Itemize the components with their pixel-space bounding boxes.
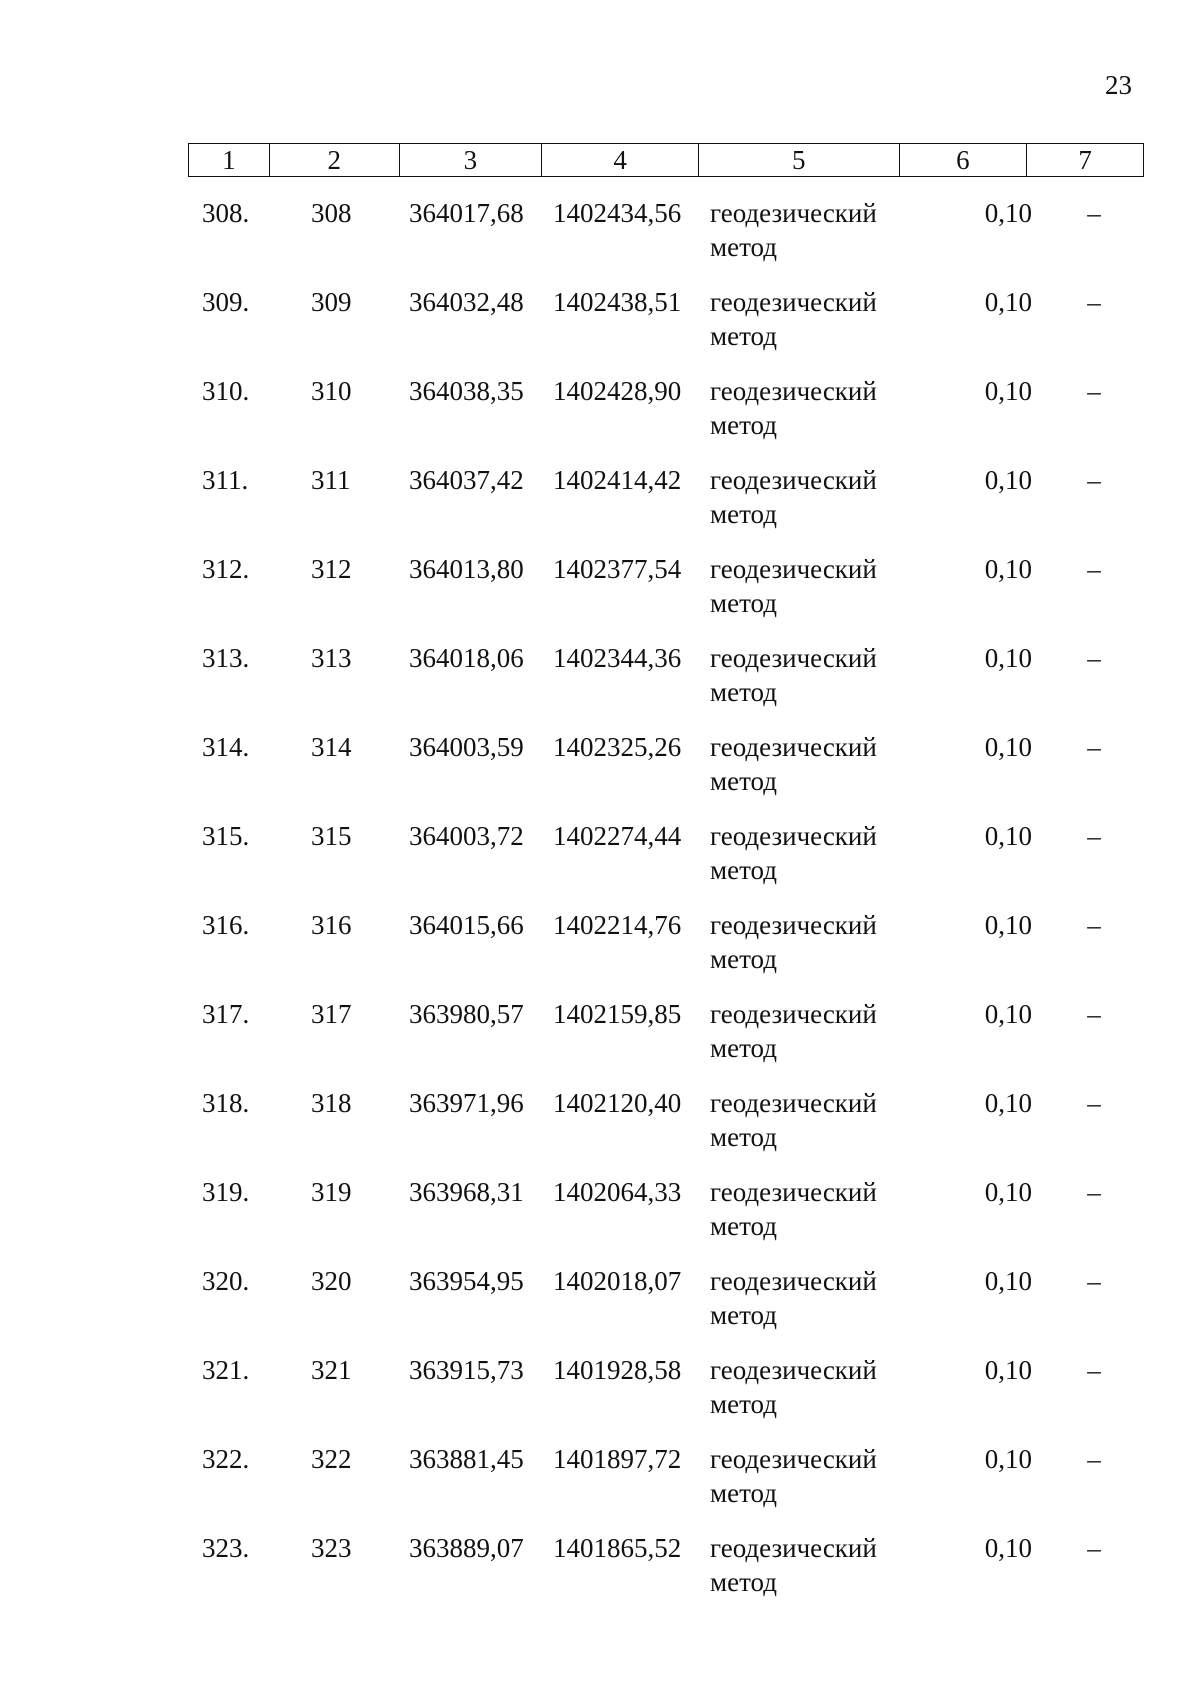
method-line-1: геодезический	[710, 465, 877, 495]
coordinate-x: 363915,73	[409, 1355, 524, 1385]
coordinate-y: 1402159,85	[553, 999, 682, 1029]
row-number: 317.	[202, 999, 250, 1029]
note: –	[1087, 1444, 1101, 1474]
table-row	[188, 374, 1144, 463]
coordinate-y: 1401865,52	[553, 1533, 682, 1563]
table-row	[188, 285, 1144, 374]
row-number: 311.	[202, 465, 249, 495]
note: –	[1087, 821, 1101, 851]
method-line-1: геодезический	[710, 999, 877, 1029]
table-row	[188, 1531, 1144, 1620]
point-number: 310	[311, 376, 352, 406]
header-cell-6: 6	[900, 144, 1028, 176]
point-number: 312	[311, 554, 352, 584]
coordinate-y: 1402064,33	[553, 1177, 682, 1207]
method	[710, 1442, 877, 1510]
page-number: 23	[1105, 70, 1132, 100]
coordinate-y: 1402377,54	[553, 554, 682, 584]
coordinate-x: 363971,96	[409, 1088, 524, 1118]
coordinate-y: 1402325,26	[553, 732, 682, 762]
method	[710, 1264, 877, 1332]
accuracy: 0,10	[984, 465, 1032, 495]
row-number: 314.	[202, 732, 250, 762]
coordinate-x: 364003,72	[409, 821, 524, 851]
point-number: 319	[311, 1177, 352, 1207]
accuracy: 0,10	[984, 198, 1032, 228]
accuracy: 0,10	[984, 376, 1032, 406]
method-line-2: метод	[710, 855, 777, 885]
table-row	[188, 1442, 1144, 1531]
accuracy: 0,10	[984, 1266, 1032, 1296]
method-line-2: метод	[710, 499, 777, 529]
coordinate-y: 1402414,42	[553, 465, 682, 495]
row-number: 316.	[202, 910, 250, 940]
method-line-2: метод	[710, 1033, 777, 1063]
accuracy: 0,10	[984, 1355, 1032, 1385]
row-number: 320.	[202, 1266, 250, 1296]
table-row	[188, 641, 1144, 730]
row-number: 319.	[202, 1177, 250, 1207]
header-cell-1: 1	[189, 144, 270, 176]
row-number: 308.	[202, 198, 250, 228]
coordinate-x: 364015,66	[409, 910, 524, 940]
point-number: 313	[311, 643, 352, 673]
table-row	[188, 1353, 1144, 1442]
table-row	[188, 908, 1144, 997]
note: –	[1087, 376, 1101, 406]
method-line-1: геодезический	[710, 821, 877, 851]
point-number: 316	[311, 910, 352, 940]
coordinate-y: 1402438,51	[553, 287, 682, 317]
accuracy: 0,10	[984, 910, 1032, 940]
method-line-1: геодезический	[710, 910, 877, 940]
coordinate-x: 364017,68	[409, 198, 524, 228]
method	[710, 1531, 877, 1599]
method	[710, 552, 877, 620]
note: –	[1087, 999, 1101, 1029]
method-line-2: метод	[710, 1300, 777, 1330]
point-number: 308	[311, 198, 352, 228]
coordinate-x: 363881,45	[409, 1444, 524, 1474]
point-number: 317	[311, 999, 352, 1029]
coordinate-y: 1402120,40	[553, 1088, 682, 1118]
method-line-1: геодезический	[710, 643, 877, 673]
note: –	[1087, 1177, 1101, 1207]
point-number: 320	[311, 1266, 352, 1296]
point-number: 315	[311, 821, 352, 851]
note: –	[1087, 1533, 1101, 1563]
row-number: 310.	[202, 376, 250, 406]
method-line-1: геодезический	[710, 1444, 877, 1474]
row-number: 322.	[202, 1444, 250, 1474]
point-number: 323	[311, 1533, 352, 1563]
row-number: 313.	[202, 643, 250, 673]
method-line-2: метод	[710, 588, 777, 618]
method	[710, 1353, 877, 1421]
note: –	[1087, 1355, 1101, 1385]
method-line-2: метод	[710, 677, 777, 707]
accuracy: 0,10	[984, 821, 1032, 851]
table-row	[188, 730, 1144, 819]
coordinate-y: 1402214,76	[553, 910, 682, 940]
method	[710, 730, 877, 798]
point-number: 322	[311, 1444, 352, 1474]
coordinate-y: 1402428,90	[553, 376, 682, 406]
coordinate-x: 363889,07	[409, 1533, 524, 1563]
coordinate-y: 1401928,58	[553, 1355, 682, 1385]
method	[710, 997, 877, 1065]
accuracy: 0,10	[984, 1177, 1032, 1207]
note: –	[1087, 732, 1101, 762]
table-row	[188, 463, 1144, 552]
row-number: 318.	[202, 1088, 250, 1118]
row-number: 309.	[202, 287, 250, 317]
coordinate-x: 364032,48	[409, 287, 524, 317]
method-line-1: геодезический	[710, 1177, 877, 1207]
coordinate-x: 364038,35	[409, 376, 524, 406]
method-line-2: метод	[710, 232, 777, 262]
note: –	[1087, 1088, 1101, 1118]
coordinate-x: 363980,57	[409, 999, 524, 1029]
table-header	[188, 143, 1144, 177]
method-line-2: метод	[710, 1389, 777, 1419]
row-number: 323.	[202, 1533, 250, 1563]
coordinate-x: 364018,06	[409, 643, 524, 673]
method-line-1: геодезический	[710, 732, 877, 762]
coordinate-x: 364013,80	[409, 554, 524, 584]
table-row	[188, 196, 1144, 285]
coordinate-y: 1402434,56	[553, 198, 682, 228]
accuracy: 0,10	[984, 1444, 1032, 1474]
coordinate-x: 363954,95	[409, 1266, 524, 1296]
method-line-1: геодезический	[710, 1533, 877, 1563]
method-line-1: геодезический	[710, 1355, 877, 1385]
header-cell-2: 2	[270, 144, 400, 176]
coordinate-x: 363968,31	[409, 1177, 524, 1207]
method-line-2: метод	[710, 1211, 777, 1241]
accuracy: 0,10	[984, 999, 1032, 1029]
accuracy: 0,10	[984, 732, 1032, 762]
method-line-2: метод	[710, 766, 777, 796]
method	[710, 1086, 877, 1154]
accuracy: 0,10	[984, 643, 1032, 673]
note: –	[1087, 287, 1101, 317]
method-line-1: геодезический	[710, 554, 877, 584]
header-cell-4: 4	[542, 144, 699, 176]
point-number: 318	[311, 1088, 352, 1118]
method-line-1: геодезический	[710, 376, 877, 406]
method	[710, 819, 877, 887]
method-line-1: геодезический	[710, 198, 877, 228]
row-number: 321.	[202, 1355, 250, 1385]
coordinate-y: 1402344,36	[553, 643, 682, 673]
point-number: 321	[311, 1355, 352, 1385]
method-line-2: метод	[710, 1567, 777, 1597]
note: –	[1087, 198, 1101, 228]
table-row	[188, 552, 1144, 641]
note: –	[1087, 910, 1101, 940]
method-line-2: метод	[710, 410, 777, 440]
header-cell-3: 3	[400, 144, 543, 176]
method-line-2: метод	[710, 944, 777, 974]
header-cell-5: 5	[699, 144, 900, 176]
note: –	[1087, 1266, 1101, 1296]
accuracy: 0,10	[984, 554, 1032, 584]
note: –	[1087, 643, 1101, 673]
accuracy: 0,10	[984, 287, 1032, 317]
method-line-1: геодезический	[710, 287, 877, 317]
point-number: 309	[311, 287, 352, 317]
method	[710, 641, 877, 709]
coordinate-y: 1401897,72	[553, 1444, 682, 1474]
table-row	[188, 1175, 1144, 1264]
table-body	[188, 196, 1144, 1620]
method-line-2: метод	[710, 1122, 777, 1152]
accuracy: 0,10	[984, 1533, 1032, 1563]
table-row	[188, 1086, 1144, 1175]
header-cell-7: 7	[1078, 145, 1092, 175]
method	[710, 196, 877, 264]
coordinate-y: 1402018,07	[553, 1266, 682, 1296]
method-line-2: метод	[710, 321, 777, 351]
coordinate-x: 364037,42	[409, 465, 524, 495]
coordinate-x: 364003,59	[409, 732, 524, 762]
method-line-1: геодезический	[710, 1088, 877, 1118]
row-number: 312.	[202, 554, 250, 584]
table-row	[188, 997, 1144, 1086]
method-line-1: геодезический	[710, 1266, 877, 1296]
point-number: 311	[311, 465, 351, 495]
table-row	[188, 819, 1144, 908]
method	[710, 374, 877, 442]
coordinate-y: 1402274,44	[553, 821, 682, 851]
accuracy: 0,10	[984, 1088, 1032, 1118]
note: –	[1087, 554, 1101, 584]
method	[710, 1175, 877, 1243]
note: –	[1087, 465, 1101, 495]
method-line-2: метод	[710, 1478, 777, 1508]
point-number: 314	[311, 732, 352, 762]
row-number: 315.	[202, 821, 250, 851]
method	[710, 285, 877, 353]
method	[710, 908, 877, 976]
table-row	[188, 1264, 1144, 1353]
method	[710, 463, 877, 531]
